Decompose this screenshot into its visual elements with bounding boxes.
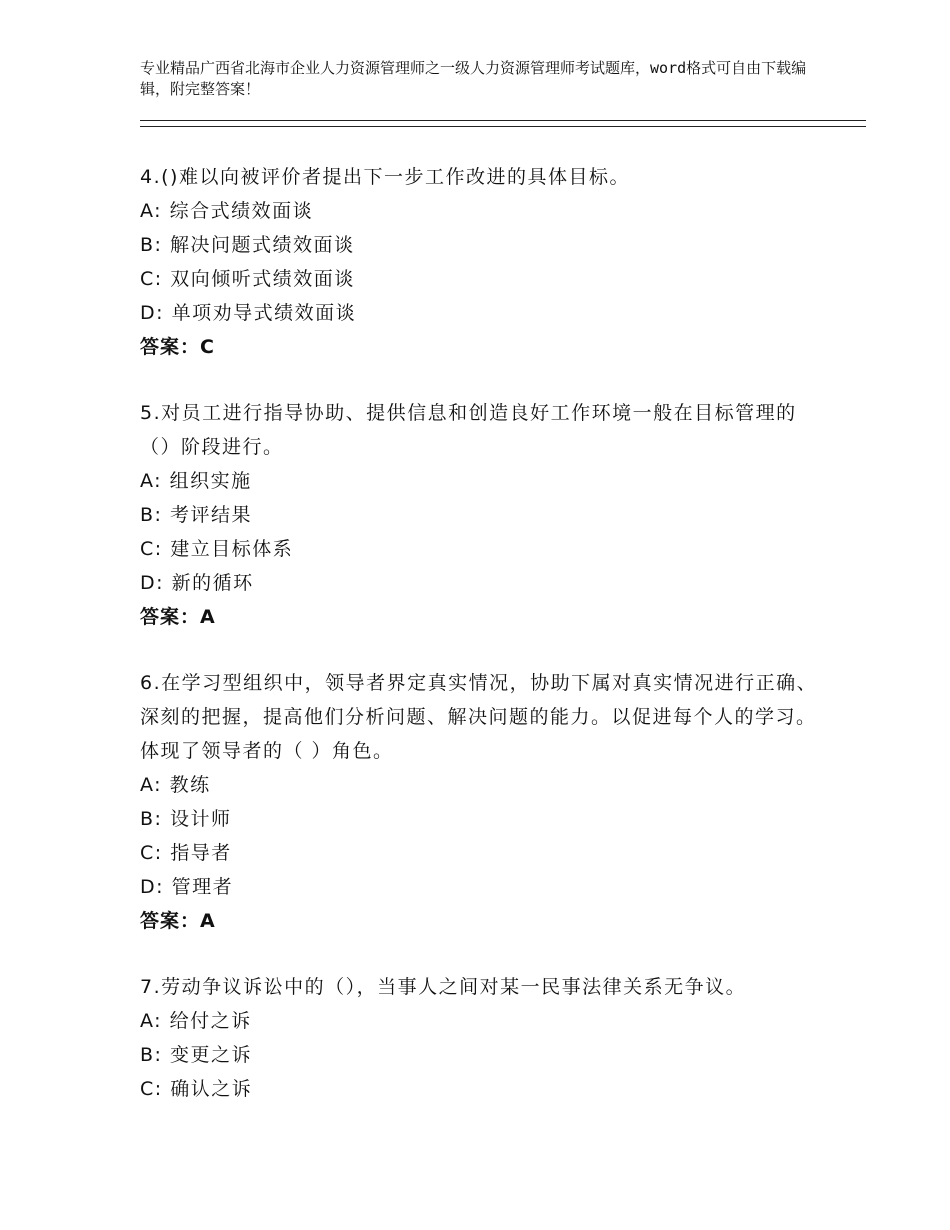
question-4 — [140, 160, 820, 364]
answer: 答案：A — [140, 910, 216, 932]
question-gap — [140, 364, 820, 396]
option-b: B: 解决问题式绩效面谈 — [140, 234, 355, 256]
question-5 — [140, 396, 820, 634]
answer: 答案：C — [140, 336, 215, 358]
option-d: D: 单项劝导式绩效面谈 — [140, 302, 357, 324]
question-gap — [140, 938, 820, 970]
question-list — [140, 160, 820, 1106]
option-b: B: 设计师 — [140, 808, 232, 830]
option-a: A: 综合式绩效面谈 — [140, 200, 314, 222]
question-text: 7.劳动争议诉讼中的（），当事人之间对某一民事法律关系无争议。 — [140, 976, 747, 998]
question-gap — [140, 634, 820, 666]
question-text: 5.对员工进行指导协助、提供信息和创造良好工作环境一般在目标管理的（）阶段进行。 — [140, 402, 797, 458]
option-a: A: 给付之诉 — [140, 1010, 252, 1032]
option-c: C: 双向倾听式绩效面谈 — [140, 268, 355, 290]
option-d: D: 新的循环 — [140, 572, 254, 594]
document-header: 专业精品广西省北海市企业人力资源管理师之一级人力资源管理师考试题库，word格式可自由下载编辑，附完整答案！ — [140, 59, 807, 98]
option-b: B: 变更之诉 — [140, 1044, 252, 1066]
question-text: 4.()难以向被评价者提出下一步工作改进的具体目标。 — [140, 166, 630, 188]
option-b: B: 考评结果 — [140, 504, 252, 526]
option-c: C: 确认之诉 — [140, 1078, 253, 1100]
option-a: A: 教练 — [140, 774, 211, 796]
option-a: A: 组织实施 — [140, 470, 252, 492]
option-c: C: 建立目标体系 — [140, 538, 294, 560]
question-6 — [140, 666, 820, 938]
question-7 — [140, 970, 820, 1106]
option-d: D: 管理者 — [140, 876, 234, 898]
header-double-rule — [140, 120, 866, 127]
question-text: 6.在学习型组织中，领导者界定真实情况，协助下属对真实情况进行正确、深刻的把握，提高他们分析问题、解决问题的能力。以促进每个人的学习。体现了领导者的（ ）角色。 — [140, 672, 818, 762]
option-c: C: 指导者 — [140, 842, 232, 864]
answer: 答案：A — [140, 606, 216, 628]
